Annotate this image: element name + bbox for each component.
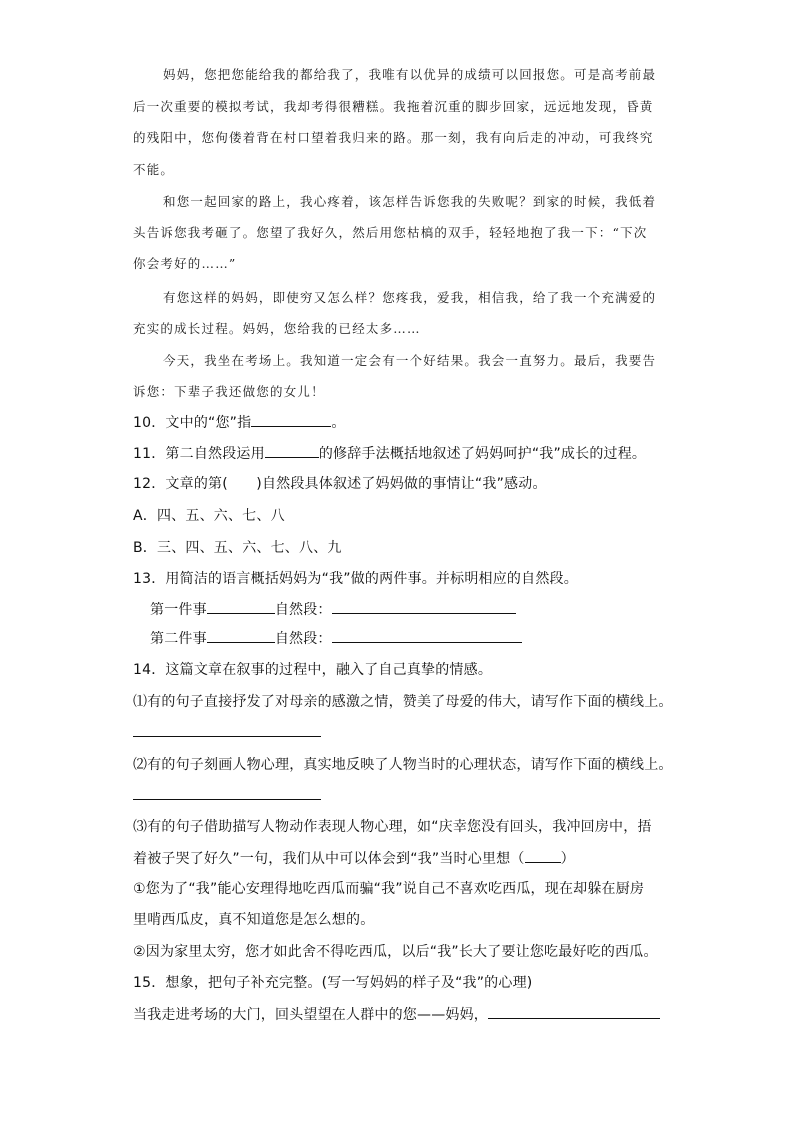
passage-p2-line2: 头告诉您我考砸了。您望了我好久，然后用您枯槁的双手，轻轻地抱了我一下：“下次 bbox=[133, 225, 648, 240]
passage-p4-line2: 诉您：下辈子我还做您的女儿！ bbox=[133, 384, 325, 399]
passage-p4-line1: 今天，我坐在考场上。我知道一定会有一个好结果。我会一直努力。最后，我要告 bbox=[163, 353, 657, 368]
question-14-option-1-line2[interactable]: 里啃西瓜皮，真不知道您是怎么想的。 bbox=[133, 912, 375, 928]
q14-sub2-answer-line[interactable] bbox=[133, 799, 321, 800]
question-12-stem: 12．文章的第( )自然段具体叙述了妈妈做的事情让“我”感动。 bbox=[133, 476, 547, 492]
passage-p2-line1: 和您一起回家的路上，我心疼着，该怎样告诉您我的失败呢？到家的时候，我低着 bbox=[163, 194, 657, 209]
q14-sub1-answer-line[interactable] bbox=[133, 736, 321, 737]
question-15-stem: 15．想象，把句子补充完整。(写一写妈妈的样子及“我”的心理) bbox=[133, 975, 533, 991]
question-11: 11．第二自然段运用 的修辞手法概括地叙述了妈妈呵护“我”成长的过程。 bbox=[133, 443, 646, 464]
q10-answer-blank[interactable] bbox=[251, 412, 331, 427]
passage-p1-line3: 的残阳中，您佝偻着背在村口望着我归来的路。那一刻，我有向后走的冲动，可我终究 bbox=[133, 130, 654, 145]
question-13-item-1: 第一件事 自然段： bbox=[150, 599, 516, 620]
passage-p1-line2: 后一次重要的模拟考试，我却考得很糟糕。我拖着沉重的脚步回家，远远地发现，昏黄 bbox=[133, 99, 654, 114]
passage-p3-line1: 有您这样的妈妈，即使穷又怎么样？您疼我，爱我，相信我，给了我一个充满爱的 bbox=[163, 290, 657, 305]
q15-answer-blank[interactable] bbox=[488, 1004, 660, 1019]
q11-answer-blank[interactable] bbox=[265, 443, 319, 458]
question-14-sub3-line1: ⑶有的句子借助描写人物动作表现人物心理，如“庆幸您没有回头，我冲回房中，捂 bbox=[133, 819, 652, 835]
question-13-stem: 13．用简洁的语言概括妈妈为“我”做的两件事。并标明相应的自然段。 bbox=[133, 571, 578, 587]
passage-p1-line4: 不能。 bbox=[133, 162, 175, 177]
passage-p1-line1: 妈妈，您把您能给我的都给我了，我唯有以优异的成绩可以回报您。可是高考前最 bbox=[163, 67, 657, 82]
question-12-option-b[interactable]: B．三、四、五、六、七、八、九 bbox=[133, 540, 342, 556]
question-14-option-1-line1[interactable]: ①您为了“我”能心安理得地吃西瓜而骗“我”说自己不喜欢吃西瓜，现在却躲在厨房 bbox=[133, 881, 645, 897]
question-13-item-2: 第二件事 自然段： bbox=[150, 628, 522, 649]
passage-p2-line3: 你会考好的……” bbox=[133, 256, 237, 271]
q13-item2-blank[interactable] bbox=[207, 628, 275, 643]
question-14-stem: 14．这篇文章在叙事的过程中，融入了自己真挚的情感。 bbox=[133, 662, 493, 678]
question-14-sub3-line2: 着被子哭了好久”一句，我们从中可以体会到“我”当时心里想（ ） bbox=[133, 848, 575, 869]
q14-sub3-choice-blank[interactable] bbox=[525, 848, 561, 863]
question-15-sentence: 当我走进考场的大门，回头望望在人群中的您——妈妈， bbox=[133, 1004, 660, 1025]
q13-item2-para-blank[interactable] bbox=[332, 628, 522, 643]
q13-item1-para-blank[interactable] bbox=[332, 599, 516, 614]
passage-p3-line2: 充实的成长过程。妈妈，您给我的已经太多…… bbox=[133, 321, 421, 336]
question-14-option-2[interactable]: ②因为家里太穷，您才如此舍不得吃西瓜，以后“我”长大了要让您吃最好吃的西瓜。 bbox=[133, 944, 658, 960]
question-14-sub2: ⑵有的句子刻画人物心理，真实地反映了人物当时的心理状态，请写作下面的横线上。 bbox=[133, 757, 673, 773]
question-10: 10．文中的“您”指 。 bbox=[133, 412, 346, 433]
q13-item1-blank[interactable] bbox=[207, 599, 275, 614]
question-14-sub1: ⑴有的句子直接抒发了对母亲的感激之情，赞美了母爱的伟大，请写作下面的横线上。 bbox=[133, 694, 673, 710]
question-12-option-a[interactable]: A．四、五、六、七、八 bbox=[133, 508, 285, 524]
